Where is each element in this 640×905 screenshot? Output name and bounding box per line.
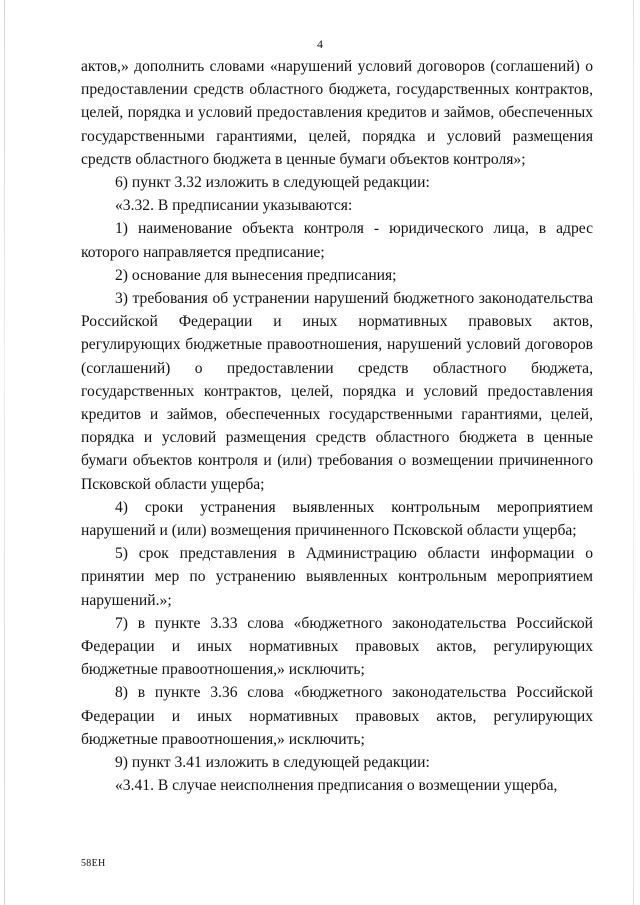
paragraph-item-9: 9) пункт 3.41 изложить в следующей редакции:: [115, 754, 430, 772]
paragraph-subitem-1: 1) наименование объекта контроля - юридического лица, в адрес которого направляется предписание;: [81, 220, 593, 261]
paragraph-item-7: 7) в пункте 3.33 слова «бюджетного законодательства Российской Федерации и иных нормативных правовых актов, регулирующих бюджетные правоотношения,» исключить;: [81, 614, 593, 679]
paragraph-3-41-start: «3.41. В случае неисполнения предписания о возмещении ущерба,: [115, 777, 558, 795]
paragraph-continuation: актов,» дополнить словами «нарушений условий договоров (соглашений) о предоставлении средств областного бюджета, государственных контрактов, целей, порядка и условий предоставления кредитов и займов, обеспеченных государственными гарантиями, целей, порядка и условий размещения средств областного бюджета в ценные бумаги объектов контроля»;: [81, 58, 593, 168]
paragraph-item-6: 6) пункт 3.32 изложить в следующей редакции:: [115, 174, 430, 192]
scan-edge-right: [633, 0, 634, 905]
paragraph-subitem-5: 5) срок представления в Администрацию области информации о принятии мер по устранению выявленных контрольным мероприятием нарушений.»;: [81, 545, 593, 609]
page-number: 4: [317, 37, 323, 51]
paragraph-item-8: 8) в пункте 3.36 слова «бюджетного законодательства Российской Федерации и иных нормативных правовых актов, регулирующих бюджетные правоотношения,» исключить;: [81, 684, 593, 748]
document-body: [81, 55, 593, 798]
scan-edge-left: [4, 0, 5, 905]
paragraph-subitem-3: 3) требования об устранении нарушений бюджетного законодательства Российской Федерации и иных нормативных правовых актов, регулирующих бюджетные правоотношения, нарушений условий договоров (соглашений) о предоставлении средств областного бюджета, государственных контрактов, целей, порядка и условий предоставления кредитов и займов, обеспеченных государственными гарантиями, целей, порядка и условий размещения средств областного бюджета в ценные бумаги объектов контроля и (или) требования о возмещении причиненного Псковской области ущерба;: [81, 290, 593, 493]
footer-document-code: 58ЕН: [81, 858, 106, 869]
paragraph-3-32-heading: «3.32. В предписании указываются:: [115, 197, 353, 215]
paragraph-subitem-2: 2) основание для вынесения предписания;: [115, 266, 397, 284]
paragraph-subitem-4: 4) сроки устранения выявленных контрольным мероприятием нарушений и (или) возмещения причиненного Псковской области ущерба;: [81, 498, 593, 540]
